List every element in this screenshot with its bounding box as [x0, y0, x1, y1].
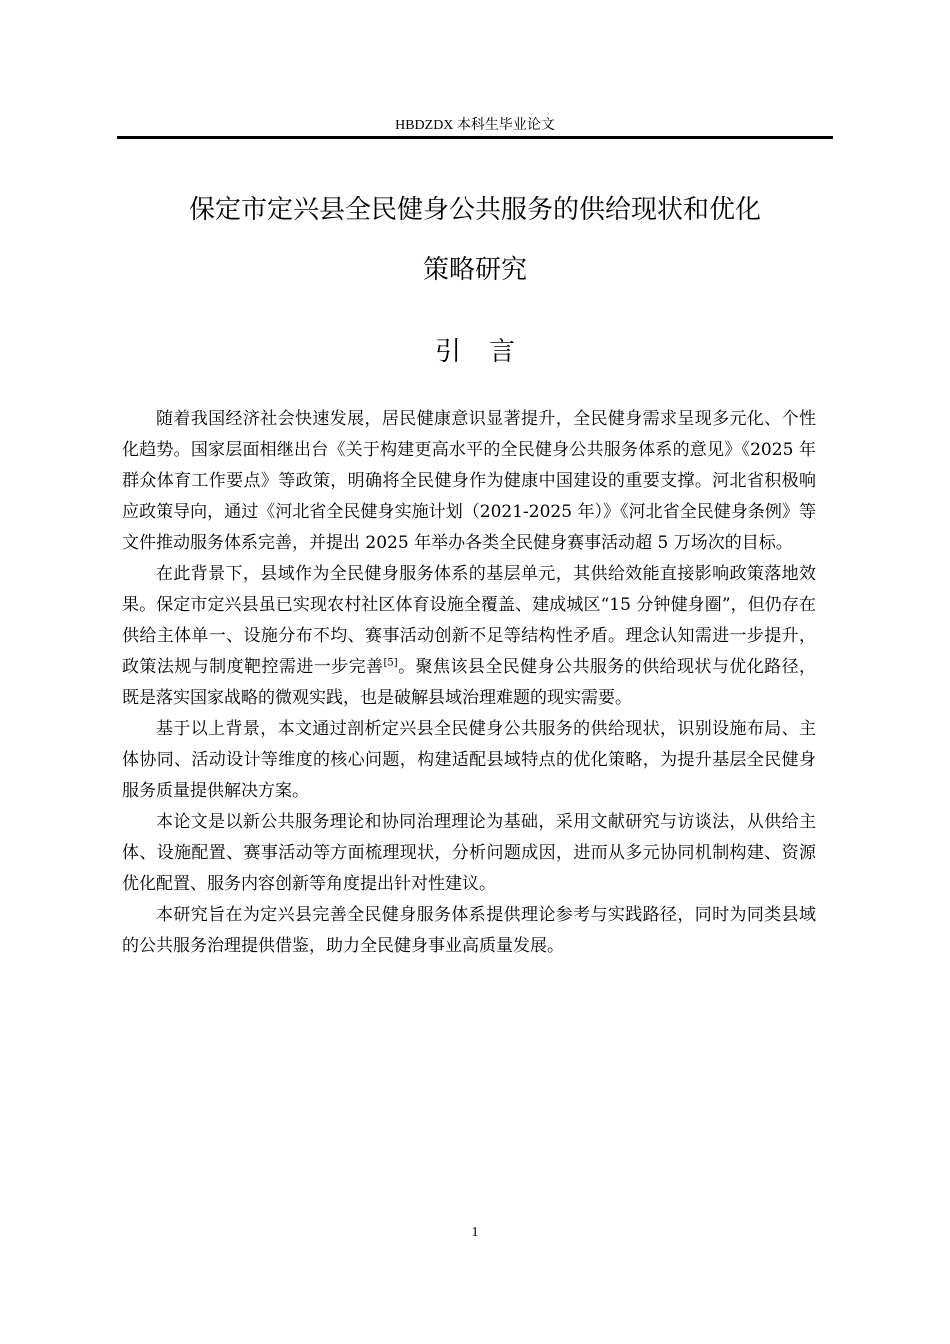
paragraph-3: 基于以上背景，本文通过剖析定兴县全民健身公共服务的供给现状，识别设施布局、主体协同、活动设计等维度的核心问题，构建适配县域特点的优化策略，为提升基层全民健身服务质量提供解决方案。	[122, 719, 816, 801]
header-rule	[117, 136, 833, 139]
paper-title-line-2: 策略研究	[422, 255, 527, 285]
paragraph-4: 本论文是以新公共服务理论和协同治理理论为基础，采用文献研究与访谈法，从供给主体、设施配置、赛事活动等方面梳理现状，分析问题成因，进而从多元协同机制构建、资源优化配置、服务内容创新等角度提出针对性建议。	[122, 812, 816, 894]
page-number: 1	[471, 1225, 479, 1240]
paragraph-2	[122, 559, 816, 714]
paragraph-2-text-before-citation: 在此背景下，县域作为全民健身服务体系的基层单元，其供给效能直接影响政策落地效果。保定市定兴县虽已实现农村社区体育设施全覆盖、建成城区“15 分钟健身圈”，但仍存在供给主体单一、设施分布不均、赛事活动创新不足等结构性矛盾。理念认知需进一步提升，政策法规与制度靶控需进一步完善	[122, 564, 816, 677]
citation-5: [5]	[383, 657, 398, 669]
section-heading-introduction: 引言	[434, 337, 543, 367]
paragraph-1: 随着我国经济社会快速发展，居民健康意识显著提升，全民健身需求呈现多元化、个性化趋势。国家层面相继出台《关于构建更高水平的全民健身公共服务体系的意见》《2025 年群众体育工作要点》等政策，明确将全民健身作为健康中国建设的重要支撑。河北省积极响应政策导向，通过《河北省全民健身实施计划（2021-2025 年）》《河北省全民健身条例》等文件推动服务体系完善，并提出 2025 年举办各类全民健身赛事活动超 5 万场次的目标。	[122, 409, 816, 553]
paragraph-5: 本研究旨在为定兴县完善全民健身服务体系提供理论参考与实践路径，同时为同类县域的公共服务治理提供借鉴，助力全民健身事业高质量发展。	[122, 905, 816, 956]
introduction-body	[122, 404, 816, 962]
paper-title-line-1: 保定市定兴县全民健身公共服务的供给现状和优化	[188, 195, 761, 225]
running-header: HBDZDX 本科生毕业论文	[395, 118, 555, 133]
paper-title	[117, 180, 833, 300]
paragraph-2-text-after-citation: 。聚焦该县全民健身公共服务的供给现状与优化路径，既是落实国家战略的微观实践，也是破解县域治理难题的现实需要。	[122, 657, 817, 708]
